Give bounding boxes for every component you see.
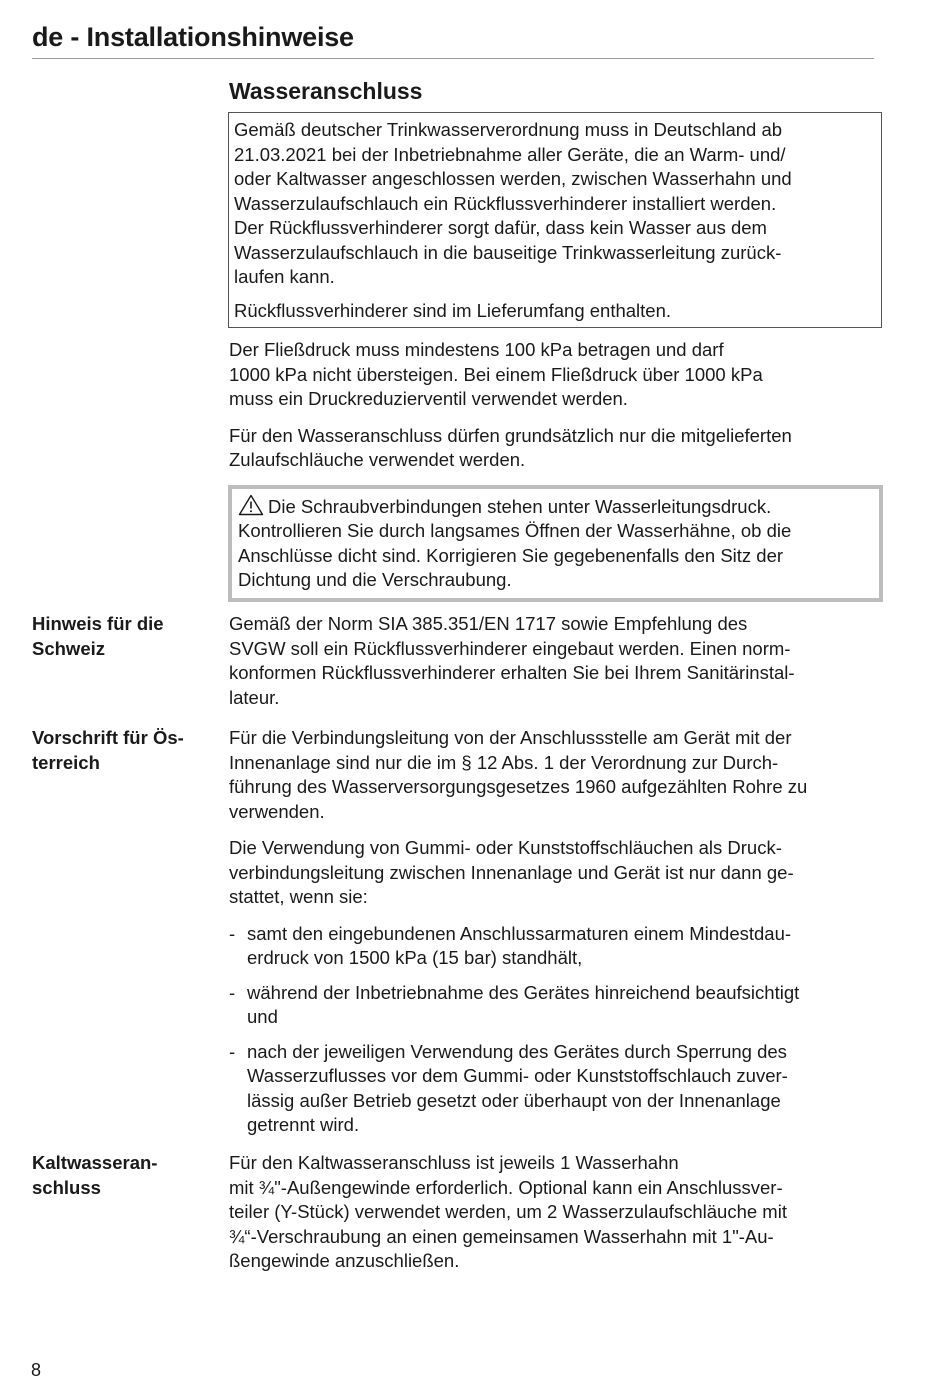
side-label-oesterreich: Vorschrift für Ös- terreich: [32, 727, 184, 773]
section-wasseranschluss: [229, 78, 879, 602]
kaltwasser-paragraph: Für den Kaltwasseranschluss ist jeweils 1 Wasserhahn mit ¾"-Außengewinde erforderlich. Optional kann ein Anschlussver- teiler (Y-Stück) verwendet werden, um 2 Wasserzulaufschläuche mit ¾“-Verschraubung an einen gemeinsamen Wasserhahn mit 1"-Au- ßengewinde anzuschließen.: [229, 1152, 787, 1271]
notice-text: Gemäß deutscher Trinkwasserverordnung muss in Deutschland ab 21.03.2021 bei der Inbetriebnahme aller Geräte, die an Warm- und/ oder Kaltwasser angeschlossen werden, zwischen Wasserhahn und Wasserzulaufschlauch ein Rückflussverhinderer installiert werden. Der Rückflussverhinderer sorgt dafür, dass kein Wasser aus dem Wasserzulaufschlauch in die bauseitige Trinkwasserleitung zurück- laufen kann.: [234, 119, 792, 287]
section-heading: Wasseranschluss: [229, 78, 423, 104]
warning-triangle-icon: [238, 494, 264, 516]
hose-paragraph: Für den Wasseranschluss dürfen grundsätzlich nur die mitgelieferten Zulaufschläuche verwendet werden.: [229, 424, 792, 470]
dash-bullet: -: [229, 981, 236, 1003]
flow-pressure-paragraph: Der Fließdruck muss mindestens 100 kPa betragen und darf 1000 kPa nicht übersteigen. Bei einem Fließdruck über 1000 kPa muss ein Druckreduzierventil verwendet werden.: [229, 339, 763, 409]
list-item: - während der Inbetriebnahme des Gerätes hinreichend beaufsichtigt und: [229, 981, 800, 1027]
warning-text: Die Schraubverbindungen stehen unter Wasserleitungsdruck. Kontrollieren Sie durch langsames Öffnen der Wasserhähne, ob die Anschlüsse dicht sind. Korrigieren Sie gegebenenfalls den Sitz der Dichtung und die Verschraubung.: [238, 495, 792, 590]
page-title: de - Installationshinweise: [32, 22, 354, 52]
list-item: - samt den eingebundenen Anschlussarmaturen einem Mindestdau- erdruck von 1500 kPa (15 bar) standhält,: [229, 922, 792, 968]
schweiz-paragraph: Gemäß der Norm SIA 385.351/EN 1717 sowie Empfehlung des SVGW soll ein Rückflussverhinderer eingebaut werden. Einen norm- konformen Rückflussverhinderer erhalten Sie bei Ihrem Sanitärinstal- lateur.: [229, 613, 795, 708]
condition-list: [229, 922, 879, 1138]
oesterreich-paragraph-2: Die Verwendung von Gummi- oder Kunststoffschläuchen als Druck- verbindungsleitung zwischen Innenanlage und Gerät ist nur dann ge- stattet, wenn sie:: [229, 837, 794, 907]
side-label-schweiz: Hinweis für die Schweiz: [32, 613, 164, 659]
page-header: [32, 22, 874, 59]
dash-bullet: -: [229, 922, 236, 944]
dash-bullet: -: [229, 1040, 236, 1062]
section-oesterreich: [229, 726, 879, 1148]
regulation-notice-box: [228, 112, 882, 328]
page-number: 8: [31, 1360, 42, 1380]
list-item: - nach der jeweiligen Verwendung des Gerätes durch Sperrung des Wasserzuflusses vor dem Gummi- oder Kunststoffschlauch zuver- lässig außer Betrieb gesetzt oder überhaupt von der Innenanlage getrennt wird.: [229, 1040, 788, 1135]
warning-box: [228, 485, 883, 602]
notice-scope-text: Rückflussverhinderer sind im Lieferumfang enthalten.: [234, 299, 672, 321]
section-kaltwasser: [229, 1151, 879, 1274]
section-schweiz: [229, 612, 879, 710]
oesterreich-paragraph-1: Für die Verbindungsleitung von der Anschlussstelle am Gerät mit der Innenanlage sind nur die im § 12 Abs. 1 der Verordnung zur Durch- führung des Wasserversorgungsgesetzes 1960 aufgezählten Rohre zu verwenden.: [229, 727, 808, 822]
side-label-kaltwasser: Kaltwasseran- schluss: [32, 1152, 158, 1198]
